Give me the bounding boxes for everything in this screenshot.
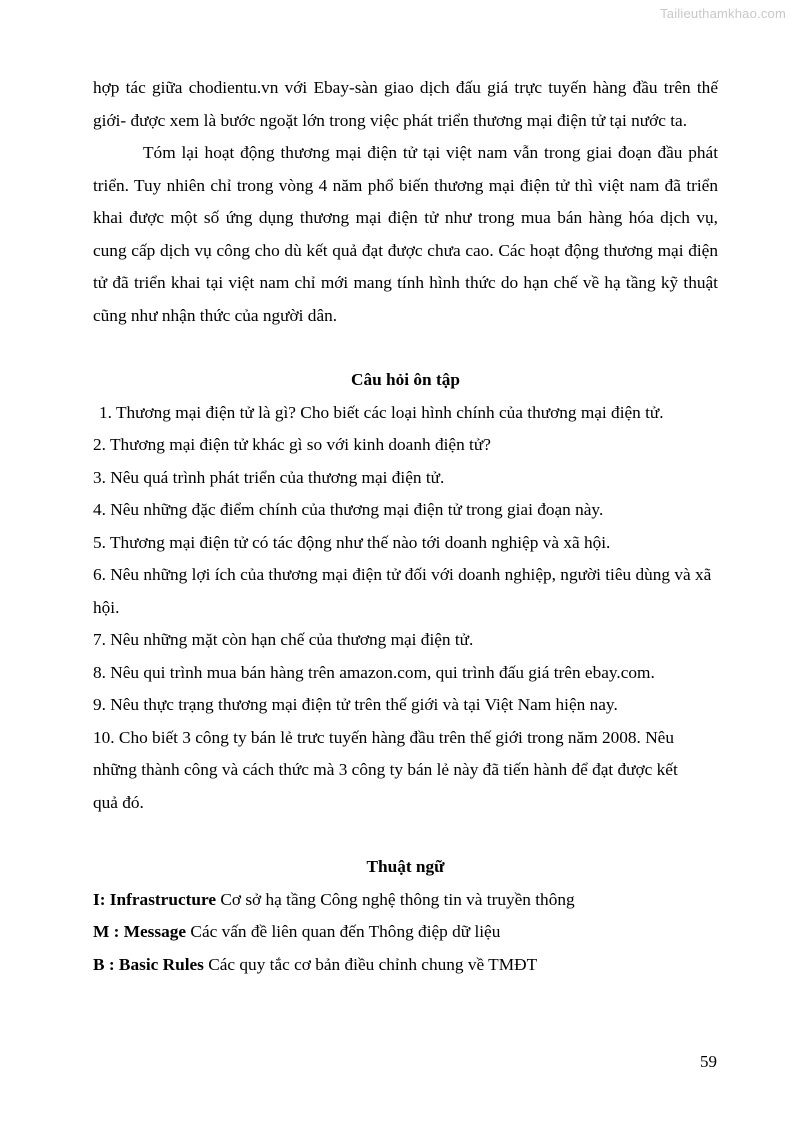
term-key: I: Infrastructure — [93, 889, 217, 909]
question-item: 1. Thương mại điện tử là gì? Cho biết các loại hình chính của thương mại điện tử. — [99, 402, 664, 422]
term-key: B : Basic Rules — [93, 954, 204, 974]
term-key: M : Message — [93, 922, 187, 941]
body-paragraph: hợp tác giữa chodientu.vn với Ebay-sàn giao dịch đấu giá trực tuyến hàng đầu trên thế giới- được xem là bước ngoặt lớn trong việc phát triển thương mại điện tử tại nước ta. — [93, 78, 718, 130]
question-item: 9. Nêu thực trạng thương mại điện tử trên thế giới và tại Việt Nam hiện nay. — [93, 695, 618, 714]
question-item: 8. Nêu qui trình mua bán hàng trên amazon.com, qui trình đấu giá trên ebay.com. — [93, 662, 655, 682]
question-item: 2. Thương mại điện tử khác gì so với kinh doanh điện tử? — [93, 435, 491, 454]
glossary-term-basic-rules — [93, 949, 718, 982]
question-item: 10. Cho biết 3 công ty bán lẻ trưc tuyến hàng đầu trên thế giới trong năm 2008. Nêu những thành công và cách thức mà 3 công ty bán lẻ này đã tiến hành để đạt được kết quả đó. — [93, 727, 678, 812]
watermark: Tailieuthamkhao.com — [660, 6, 786, 21]
term-definition: Cơ sở hạ tầng Công nghệ thông tin và truyền thông — [216, 889, 575, 909]
question-item: 3. Nêu quá trình phát triển của thương mại điện tử. — [93, 467, 445, 487]
document-page — [93, 72, 718, 981]
glossary-term-infrastructure — [93, 884, 718, 917]
term-definition: Các vấn đề liên quan đến Thông điệp dữ liệu — [186, 922, 501, 941]
glossary-term-message — [93, 916, 718, 949]
page-number: 59 — [700, 1052, 717, 1071]
question-item: 5. Thương mại điện tử có tác động như thế nào tới doanh nghiệp và xã hội. — [93, 532, 611, 552]
question-item: 6. Nêu những lợi ích của thương mại điện tử đối với doanh nghiệp, người tiêu dùng và xã hội. — [93, 565, 712, 617]
summary-paragraph: Tóm lại hoạt động thương mại điện tử tại việt nam vẫn trong giai đoạn đầu phát triển. Tuy nhiên chỉ trong vòng 4 năm phổ biến thương mại điện tử thì việt nam đã triển khai được một số ứng dụng thương mại điện tử như trong mua bán hàng hóa dịch vụ, cung cấp dịch vụ công cho dù kết quả đạt được chưa cao. Các hoạt động thương mại điện tử đã triển khai tại việt nam chỉ mới mang tính hình thức do hạn chế về hạ tầng kỹ thuật cũng như nhận thức của người dân. — [93, 143, 718, 325]
glossary-heading: Thuật ngữ — [366, 857, 445, 876]
question-item: 4. Nêu những đặc điểm chính của thương mại điện tử trong giai đoạn này. — [93, 500, 604, 519]
questions-list — [93, 397, 718, 820]
term-definition: Các quy tắc cơ bản điều chỉnh chung về TMĐT — [203, 954, 538, 974]
questions-heading: Câu hỏi ôn tập — [350, 370, 460, 389]
question-item: 7. Nêu những mặt còn hạn chế của thương mại điện tử. — [93, 630, 474, 649]
